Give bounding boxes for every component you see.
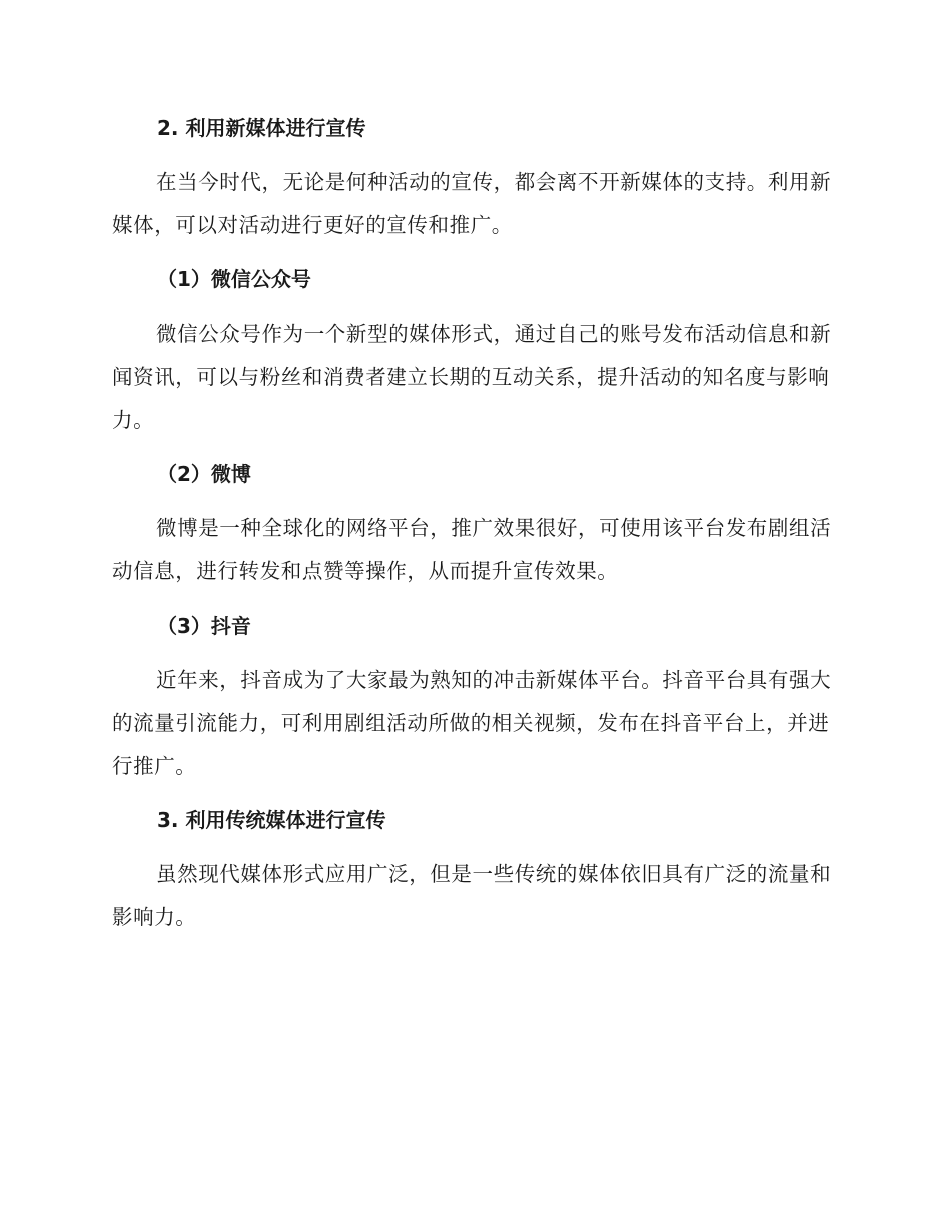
section-heading-traditional-media: 3. 利用传统媒体进行宣传	[157, 808, 386, 832]
paragraph-new-media: 在当今时代，无论是何种活动的宣传，都会离不开新媒体的支持。利用新媒体，可以对活动进行更好的宣传和推广。	[112, 170, 832, 237]
section-heading-new-media: 2. 利用新媒体进行宣传	[157, 116, 366, 140]
paragraph-weibo: 微博是一种全球化的网络平台，推广效果很好，可使用该平台发布剧组活动信息，进行转发和点赞等操作，从而提升宣传效果。	[112, 516, 832, 583]
section-heading-weibo: （2）微博	[157, 462, 251, 486]
paragraph-douyin: 近年来，抖音成为了大家最为熟知的冲击新媒体平台。抖音平台具有强大的流量引流能力，可利用剧组活动所做的相关视频，发布在抖音平台上，并进行推广。	[112, 668, 832, 778]
section-heading-douyin: （3）抖音	[157, 614, 251, 638]
paragraph-wechat: 微信公众号作为一个新型的媒体形式，通过自己的账号发布活动信息和新闻资讯，可以与粉丝和消费者建立长期的互动关系，提升活动的知名度与影响力。	[112, 322, 832, 432]
paragraph-traditional-media: 虽然现代媒体形式应用广泛，但是一些传统的媒体依旧具有广泛的流量和影响力。	[112, 862, 832, 929]
section-heading-wechat: （1）微信公众号	[157, 267, 311, 291]
